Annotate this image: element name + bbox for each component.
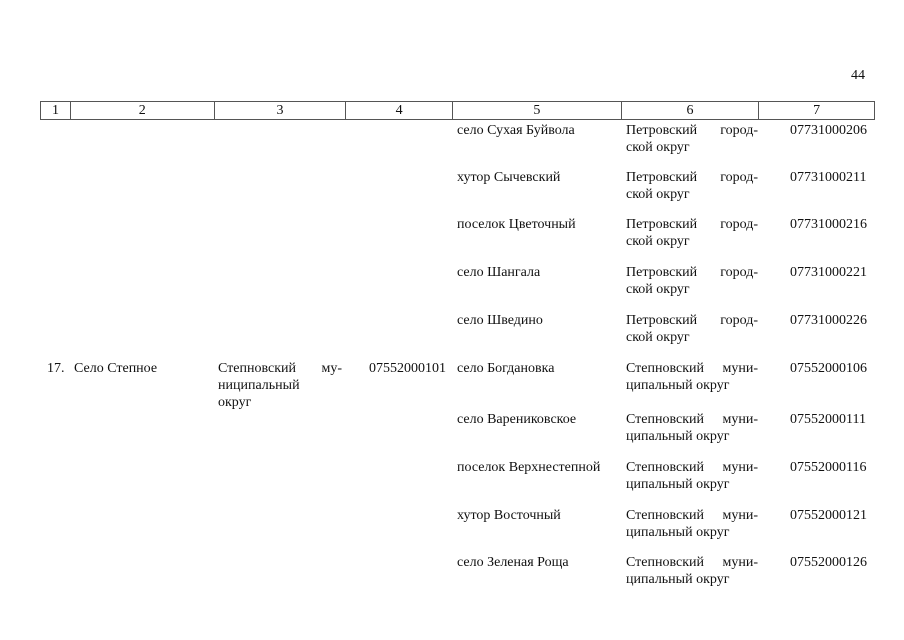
settlement: поселок Цветочный xyxy=(457,217,576,232)
settlement: село Зеленая Роща xyxy=(457,555,569,570)
page-number: 44 xyxy=(851,68,865,83)
group-number: 17. xyxy=(47,361,65,376)
header-col-2: 2 xyxy=(71,102,215,119)
header-col-1: 1 xyxy=(41,102,71,119)
settlement: село Сухая Буйвола xyxy=(457,123,575,138)
area: Петровский город- ской округ xyxy=(626,313,758,345)
oktmo-code: 07552000116 xyxy=(790,460,867,475)
area: Степновский муни- ципальный округ xyxy=(626,412,758,444)
area: Петровский город- ской округ xyxy=(626,265,758,297)
area: Степновский муни- ципальный округ xyxy=(626,508,758,540)
settlement: село Шведино xyxy=(457,313,543,328)
header-col-5: 5 xyxy=(453,102,622,119)
oktmo-code: 07731000211 xyxy=(790,170,867,185)
district-line-3: округ xyxy=(218,395,252,410)
group-district xyxy=(218,360,342,411)
header-col-6: 6 xyxy=(622,102,760,119)
header-col-7: 7 xyxy=(813,103,821,118)
area: Степновский муни- ципальный округ xyxy=(626,460,758,492)
oktmo-code: 07731000206 xyxy=(790,123,867,138)
oktmo-code: 07731000221 xyxy=(790,265,867,280)
area: Петровский город- ской округ xyxy=(626,123,758,155)
oktmo-code: 07552000111 xyxy=(790,412,866,427)
area: Степновский муни- ципальный округ xyxy=(626,555,758,587)
district-line-1: Степновский xyxy=(218,361,296,376)
oktmo-code: 07731000216 xyxy=(790,217,867,232)
area: Степновский муни- ципальный округ xyxy=(626,361,758,393)
settlement: поселок Верхнестепной xyxy=(457,460,601,475)
settlement: село Варениковское xyxy=(457,412,577,427)
header-col-3: 3 xyxy=(215,102,347,119)
group-code: 07552000101 xyxy=(369,361,446,376)
settlement: село Богдановка xyxy=(457,361,555,376)
settlement: хутор Восточный xyxy=(457,508,561,523)
header-col-4: 4 xyxy=(346,102,453,119)
district-line-1b: му- xyxy=(321,361,342,376)
area: Петровский город- ской округ xyxy=(626,217,758,249)
group-name: Село Степное xyxy=(74,361,158,376)
area: Петровский город- ской округ xyxy=(626,170,758,202)
oktmo-code: 07552000126 xyxy=(790,555,867,570)
oktmo-code: 07552000106 xyxy=(790,361,867,376)
settlement: село Шангала xyxy=(457,265,541,280)
settlement: хутор Сычевский xyxy=(457,170,561,185)
district-line-2: ниципальный xyxy=(218,378,300,393)
table-header xyxy=(40,101,875,120)
oktmo-code: 07552000121 xyxy=(790,508,867,523)
oktmo-code: 07731000226 xyxy=(790,313,867,328)
